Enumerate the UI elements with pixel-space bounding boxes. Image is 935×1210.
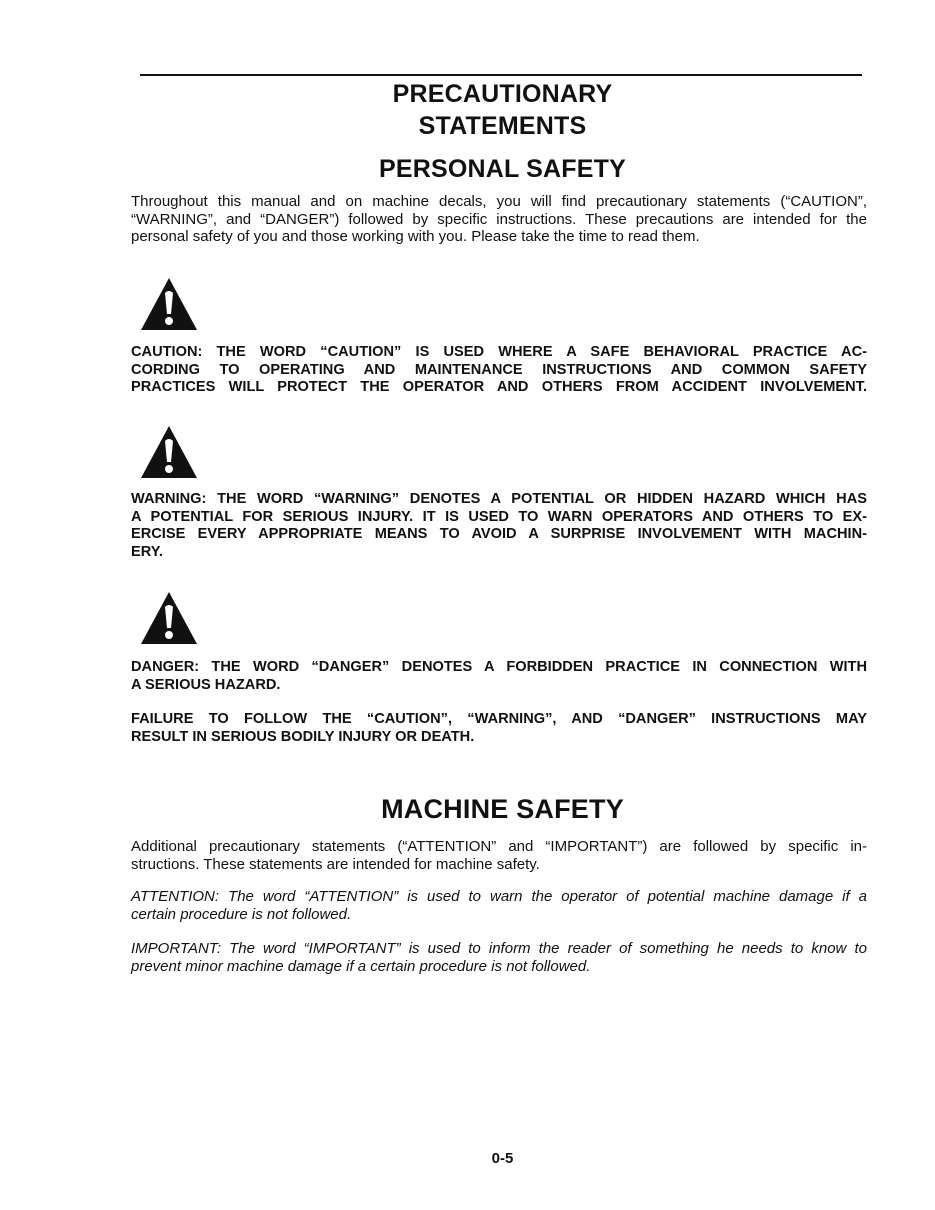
warning-triangle-icon [139,424,199,479]
important-statement: IMPORTANT: The word “IMPORTANT” is used to inform the reader of something he needs to know to prevent minor machine damage if a certain procedure is not followed. [131,940,867,975]
attention-statement: ATTENTION: The word “ATTENTION” is used to warn the operator of potential machine damage if a certain procedure is not followed. [131,888,867,923]
failure-statement: FAILURE TO FOLLOW THE “CAUTION”, “WARNING”, AND “DANGER” INSTRUCTIONS MAY RESULT IN SERIOUS BODILY INJURY OR DEATH. [131,711,867,745]
warning-statement: WARNING: THE WORD “WARNING” DENOTES A POTENTIAL OR HIDDEN HAZARD WHICH HAS A POTENTIAL FOR SERIOUS INJURY. IT IS USED TO WARN OPERATORS AND OTHERS TO EX- ERCISE EVERY APPROPRIATE MEANS TO AVOID A SURPRISE INVOLVEMENT WITH MACHIN- ERY. [131,491,867,560]
top-rule [140,74,862,76]
caution-statement: CAUTION: THE WORD “CAUTION” IS USED WHERE A SAFE BEHAVIORAL PRACTICE AC- CORDING TO OPERATING AND MAINTENANCE INSTRUCTIONS AND COMMON SAFETY PRACTICES WILL PROTECT THE OPERATOR AND OTHERS FROM ACCIDENT INVOLVEMENT. [131,344,867,395]
title-line-1: PRECAUTIONARY [392,80,613,108]
danger-statement: DANGER: THE WORD “DANGER” DENOTES A FORBIDDEN PRACTICE IN CONNECTION WITH A SERIOUS HAZARD. [131,659,867,693]
machine-safety-heading: MACHINE SAFETY [381,794,624,824]
page-number: 0-5 [491,1150,514,1167]
warning-triangle-icon [139,276,199,331]
personal-safety-heading: PERSONAL SAFETY [378,155,627,183]
intro-paragraph: Throughout this manual and on machine decals, you will find precautionary statements (“CAUTION”, “WARNING”, and “DANGER”) followed by specific instructions. These precautions are intended for the personal safety of you and those working with you. Please take the time to read them. [131,193,867,245]
title-line-2: STATEMENTS [418,112,587,140]
machine-intro-paragraph: Additional precautionary statements (“ATTENTION” and “IMPORTANT”) are followed by specific in- structions. These statements are intended for machine safety. [131,838,867,873]
warning-triangle-icon [139,590,199,645]
